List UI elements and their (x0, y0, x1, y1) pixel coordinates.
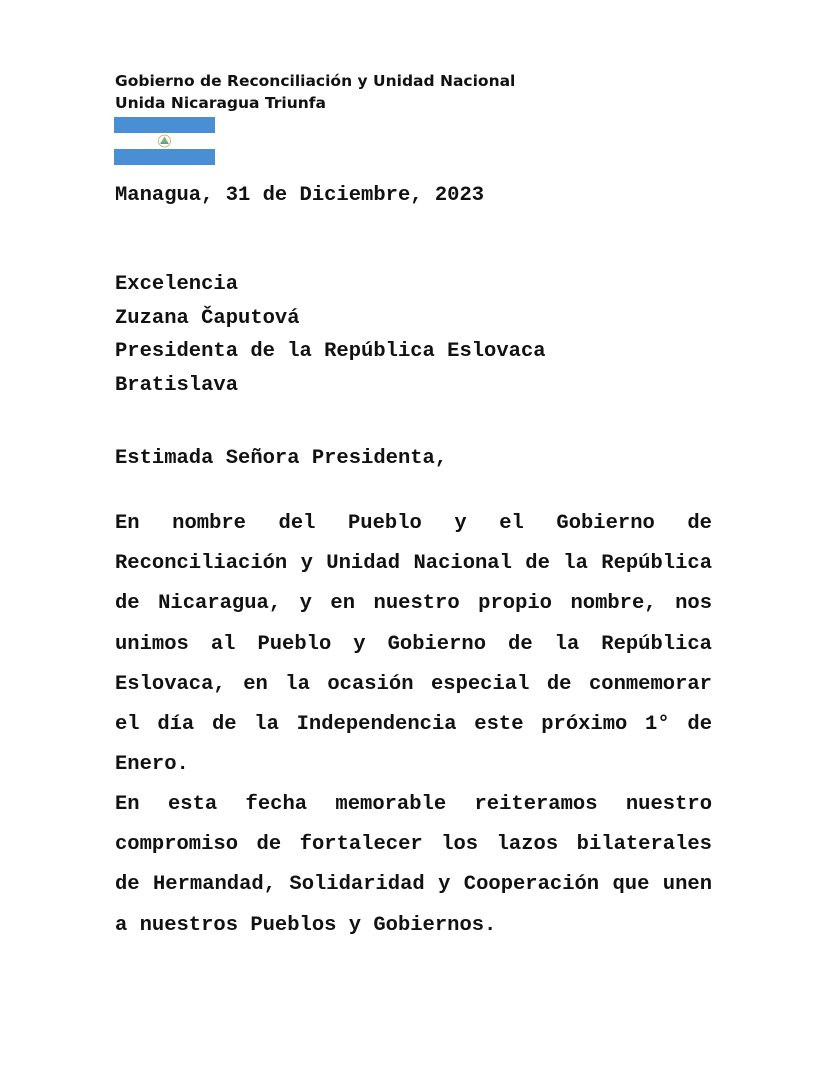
flag-coat-of-arms-icon (157, 134, 172, 148)
letter-date: Managua, 31 de Diciembre, 2023 (115, 184, 485, 207)
salutation: Estimada Señora Presidenta, (115, 447, 448, 470)
letterhead-government-name: Gobierno de Reconciliación y Unidad Nacional (115, 72, 516, 90)
nicaragua-flag-icon (114, 117, 215, 165)
recipient-city: Bratislava (115, 373, 239, 397)
recipient-position: Presidenta de la República Eslovaca (115, 340, 546, 363)
recipient-name: Zuzana Čaputová (115, 306, 300, 330)
emblem-sea (161, 143, 168, 144)
letterhead-motto: Unida Nicaragua Triunfa (115, 94, 327, 112)
flag-stripe-top (114, 117, 215, 133)
recipient-block (115, 268, 546, 402)
body-paragraph-1: En nombre del Pueblo y el Gobierno de Reconciliación y Unidad Nacional de la República de Nicaragua, y en nuestro propio nombre, nos unimos al Pueblo y Gobierno de la República Eslovaca, en la ocasión especial de conmemorar el día de la Independencia este próximo 1° de Enero. (115, 512, 712, 777)
letterhead (115, 70, 515, 114)
body-paragraph-2: En esta fecha memorable reiteramos nuestro compromiso de fortalecer los lazos bilaterales de Hermandad, Solidaridad y Cooperación que unen a nuestros Pueblos y Gobiernos. (115, 793, 712, 937)
recipient-title: Excelencia (115, 273, 239, 296)
flag-stripe-bottom (114, 149, 215, 165)
